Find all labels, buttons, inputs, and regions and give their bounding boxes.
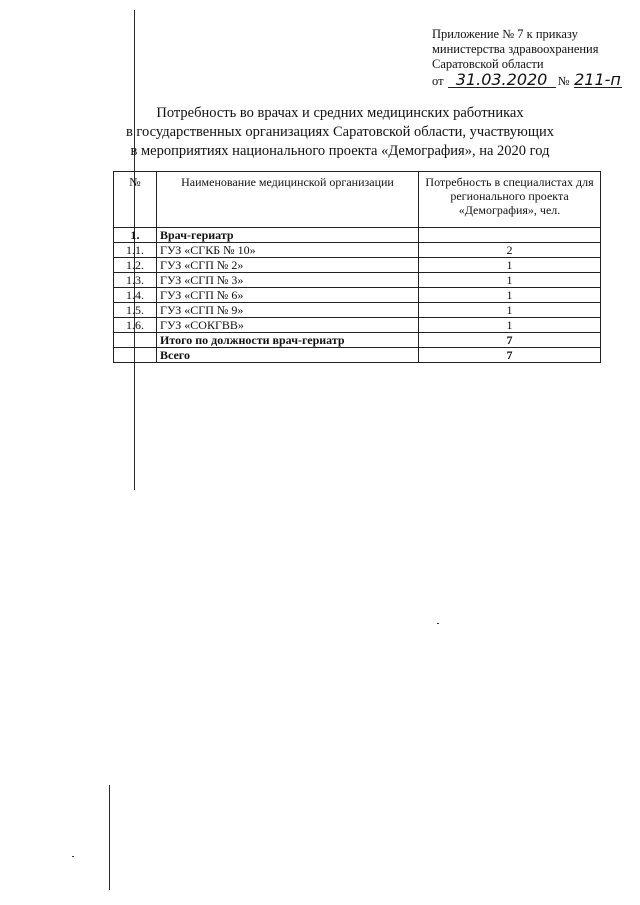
row-need: 1 (419, 288, 601, 303)
scan-dot (437, 623, 439, 624)
table-header-row (114, 172, 601, 228)
row-number: 1.5. (114, 303, 157, 318)
column-header-need: Потребность в специалистах для регионального проекта «Демография», чел. (419, 172, 601, 228)
row-organization: Всего (157, 348, 419, 363)
table-row (114, 333, 601, 348)
row-organization: ГУЗ «СОКГВВ» (157, 318, 419, 333)
title-line-2: в государственных организациях Саратовской области, участвующих (125, 124, 555, 140)
table-row (114, 258, 601, 273)
header-line-2: министерства здравоохранения (432, 42, 599, 56)
row-organization: Врач-гериатр (157, 228, 419, 243)
row-number: 1.6. (114, 318, 157, 333)
row-need: 1 (419, 258, 601, 273)
number-label: № (557, 74, 570, 88)
scan-dot (72, 856, 74, 857)
needs-table (113, 171, 601, 363)
row-need: 1 (419, 303, 601, 318)
row-organization: ГУЗ «СГП № 6» (157, 288, 419, 303)
row-number: 1.1. (114, 243, 157, 258)
row-need: 1 (419, 273, 601, 288)
title-line-1: Потребность во врачах и средних медицинских работниках (156, 105, 524, 121)
table-row (114, 348, 601, 363)
row-need (419, 228, 601, 243)
row-organization: ГУЗ «СГП № 3» (157, 273, 419, 288)
row-need: 7 (419, 348, 601, 363)
row-number: 1.2. (114, 258, 157, 273)
row-number: 1. (114, 228, 157, 243)
row-number (114, 333, 157, 348)
handwritten-date: 31.03.2020 (448, 72, 556, 88)
row-need: 1 (419, 318, 601, 333)
row-need: 2 (419, 243, 601, 258)
document-title (105, 104, 575, 161)
table-row (114, 288, 601, 303)
row-organization: ГУЗ «СГП № 9» (157, 303, 419, 318)
row-organization: ГУЗ «СГП № 2» (157, 258, 419, 273)
row-number (114, 348, 157, 363)
table-row (114, 273, 601, 288)
row-number: 1.4. (114, 288, 157, 303)
row-organization: Итого по должности врач-гериатр (157, 333, 419, 348)
row-need: 7 (419, 333, 601, 348)
scan-artifact-line-lower (109, 785, 110, 890)
table-row (114, 243, 601, 258)
column-header-number: № (114, 172, 157, 228)
table-row (114, 318, 601, 333)
header-line-1: Приложение № 7 к приказу (432, 27, 578, 41)
table-row (114, 303, 601, 318)
row-organization: ГУЗ «СГКБ № 10» (157, 243, 419, 258)
header-line-3: Саратовской области (432, 57, 544, 71)
date-prefix: от (432, 74, 444, 88)
table-row (114, 228, 601, 243)
header-date-line (432, 72, 622, 89)
title-line-3: в мероприятиях национального проекта «Демография», на 2020 год (130, 143, 550, 159)
handwritten-number: 211-п (574, 70, 621, 89)
column-header-organization: Наименование медицинской организации (157, 172, 419, 228)
row-number: 1.3. (114, 273, 157, 288)
appendix-header (432, 27, 622, 89)
